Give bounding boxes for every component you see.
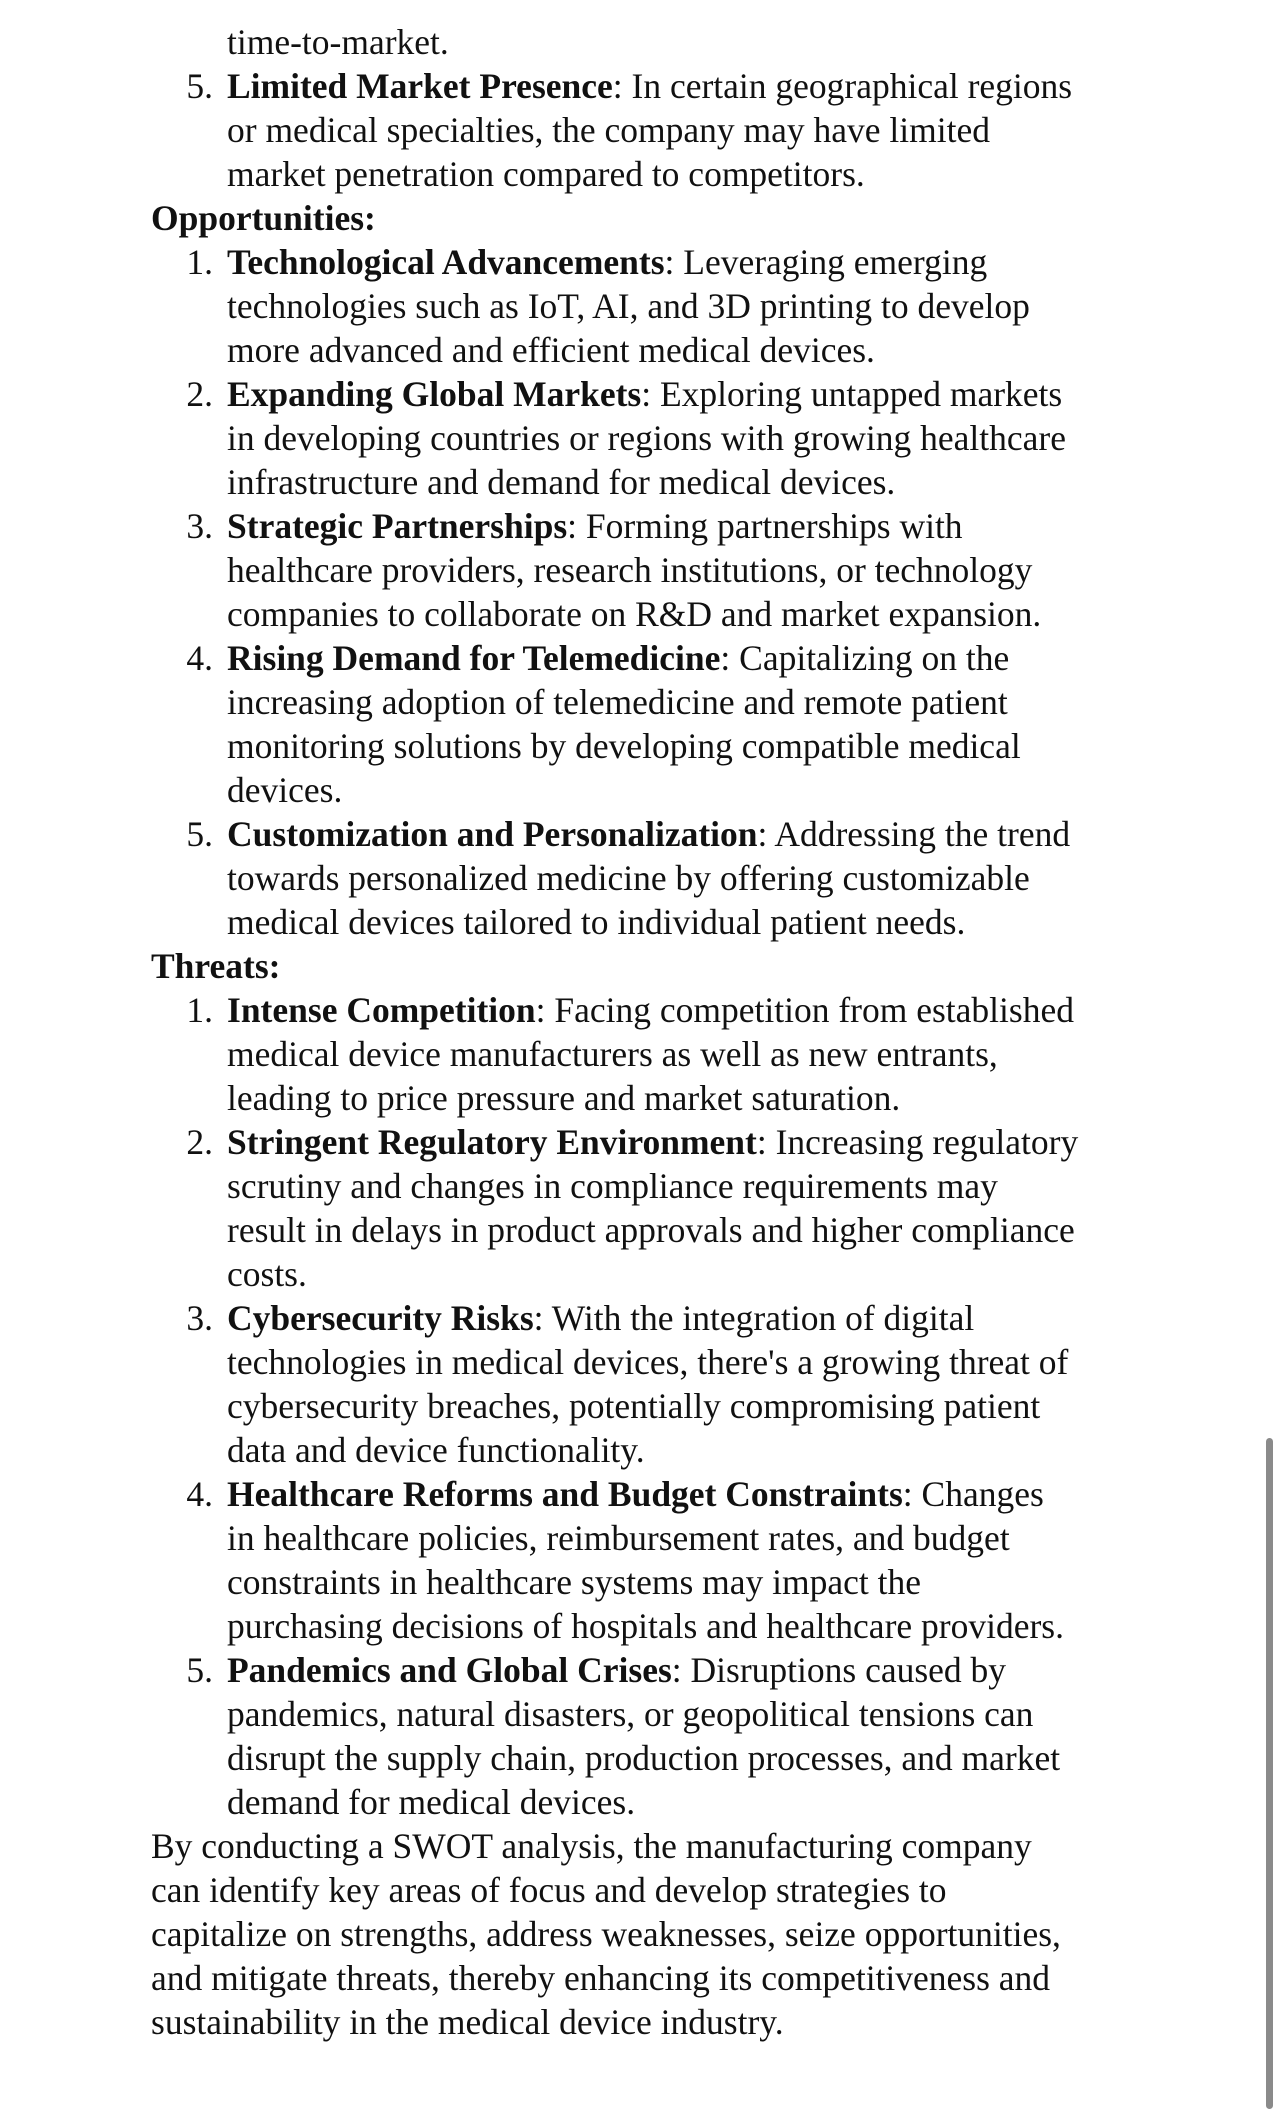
opportunity-item	[151, 636, 1161, 812]
list-number: 5.	[186, 814, 213, 854]
vertical-scrollbar[interactable]	[1266, 1438, 1273, 2109]
text-line: devices.	[227, 770, 343, 810]
list-item-text: : Addressing the trend	[757, 814, 1071, 854]
text-line: can identify key areas of focus and develop strategies to	[151, 1870, 947, 1910]
text-line: healthcare providers, research institutions, or technology	[227, 550, 1033, 590]
text-line: in healthcare policies, reimbursement rates, and budget	[227, 1518, 1010, 1558]
text-line: technologies such as IoT, AI, and 3D printing to develop	[227, 286, 1030, 326]
text-line: or medical specialties, the company may have limited	[227, 110, 990, 150]
list-item-first-line	[151, 636, 1161, 680]
threat-item	[151, 988, 1161, 1120]
list-item-term: Strategic Partnerships	[227, 506, 568, 546]
text-line: time-to-market.	[227, 22, 449, 62]
text-line: pandemics, natural disasters, or geopolitical tensions can	[227, 1694, 1034, 1734]
text-line: result in delays in product approvals and higher compliance	[227, 1210, 1075, 1250]
list-number: 2.	[186, 374, 213, 414]
text-line: and mitigate threats, thereby enhancing its competitiveness and	[151, 1958, 1051, 1998]
list-number: 3.	[186, 1298, 213, 1338]
list-item-term: Stringent Regulatory Environment	[227, 1122, 757, 1162]
threats-heading: Threats:	[151, 946, 281, 986]
text-line: technologies in medical devices, there's a growing threat of	[227, 1342, 1069, 1382]
list-item-text: : Facing competition from established	[535, 990, 1074, 1030]
list-item-term: Healthcare Reforms and Budget Constraints	[227, 1474, 903, 1514]
threat-item	[151, 1472, 1161, 1648]
text-line: increasing adoption of telemedicine and remote patient	[227, 682, 1008, 722]
text-line: cybersecurity breaches, potentially compromising patient	[227, 1386, 1041, 1426]
threat-item	[151, 1296, 1161, 1472]
text-line: demand for medical devices.	[227, 1782, 636, 1822]
conclusion-paragraph	[151, 1824, 1161, 2044]
list-number: 1.	[186, 990, 213, 1030]
list-item-text: : Changes	[902, 1474, 1044, 1514]
list-item-first-line	[151, 1472, 1161, 1516]
opportunity-item	[151, 240, 1161, 372]
text-line: costs.	[227, 1254, 307, 1294]
list-number: 4.	[186, 1474, 213, 1514]
text-line: medical devices tailored to individual patient needs.	[227, 902, 966, 942]
list-item-text: : With the integration of digital	[533, 1298, 975, 1338]
list-item-text: : Leveraging emerging	[664, 242, 988, 282]
list-item-term: Limited Market Presence	[227, 66, 613, 106]
list-item-first-line	[151, 1120, 1161, 1164]
text-line: infrastructure and demand for medical devices.	[227, 462, 896, 502]
list-item-text: : Capitalizing on the	[720, 638, 1010, 678]
text-line: in developing countries or regions with growing healthcare	[227, 418, 1066, 458]
list-item-text: : In certain geographical regions	[612, 66, 1073, 106]
text-line: By conducting a SWOT analysis, the manufacturing company	[151, 1826, 1032, 1866]
document-body	[151, 20, 1161, 2044]
text-line: purchasing decisions of hospitals and healthcare providers.	[227, 1606, 1064, 1646]
list-item-first-line	[151, 988, 1161, 1032]
text-line: market penetration compared to competitors.	[227, 154, 865, 194]
threat-item	[151, 1648, 1161, 1824]
list-item-first-line	[151, 1648, 1161, 1692]
text-line: scrutiny and changes in compliance requirements may	[227, 1166, 998, 1206]
list-item-text: : Exploring untapped markets	[641, 374, 1063, 414]
list-item-text: : Disruptions caused by	[671, 1650, 1007, 1690]
text-line: constraints in healthcare systems may impact the	[227, 1562, 922, 1602]
list-item-term: Intense Competition	[227, 990, 536, 1030]
list-item-first-line	[151, 372, 1161, 416]
text-line: leading to price pressure and market saturation.	[227, 1078, 901, 1118]
list-number: 2.	[186, 1122, 213, 1162]
list-item-first-line	[151, 812, 1161, 856]
text-line: towards personalized medicine by offering customizable	[227, 858, 1030, 898]
previous-item-continuation	[151, 20, 1161, 64]
list-item-text: : Increasing regulatory	[756, 1122, 1079, 1162]
opportunity-item	[151, 812, 1161, 944]
list-item-term: Expanding Global Markets	[227, 374, 642, 414]
list-item-term: Rising Demand for Telemedicine	[227, 638, 721, 678]
list-item-term: Pandemics and Global Crises	[227, 1650, 672, 1690]
list-number: 1.	[186, 242, 213, 282]
text-line: sustainability in the medical device industry.	[151, 2002, 784, 2042]
list-number: 5.	[186, 1650, 213, 1690]
list-item-text: : Forming partnerships with	[567, 506, 963, 546]
threat-item	[151, 1120, 1161, 1296]
list-item-first-line	[151, 1296, 1161, 1340]
text-line: medical device manufacturers as well as new entrants,	[227, 1034, 998, 1074]
list-item-term: Customization and Personalization	[227, 814, 758, 854]
opportunity-item	[151, 372, 1161, 504]
threats-list	[151, 988, 1161, 1824]
list-item-first-line	[151, 504, 1161, 548]
text-line: disrupt the supply chain, production processes, and market	[227, 1738, 1061, 1778]
list-number: 3.	[186, 506, 213, 546]
text-line: monitoring solutions by developing compatible medical	[227, 726, 1021, 766]
text-line: data and device functionality.	[227, 1430, 645, 1470]
text-line: more advanced and efficient medical devices.	[227, 330, 875, 370]
text-line: companies to collaborate on R&D and market expansion.	[227, 594, 1042, 634]
list-item-first-line	[151, 64, 1161, 108]
opportunities-heading: Opportunities:	[151, 198, 376, 238]
text-line: capitalize on strengths, address weaknesses, seize opportunities,	[151, 1914, 1061, 1954]
list-item-limited-market-presence	[151, 64, 1161, 196]
list-item-first-line	[151, 240, 1161, 284]
opportunities-list	[151, 240, 1161, 944]
list-item-term: Technological Advancements	[227, 242, 665, 282]
list-number: 5.	[186, 66, 213, 106]
list-item-term: Cybersecurity Risks	[227, 1298, 534, 1338]
list-number: 4.	[186, 638, 213, 678]
opportunity-item	[151, 504, 1161, 636]
